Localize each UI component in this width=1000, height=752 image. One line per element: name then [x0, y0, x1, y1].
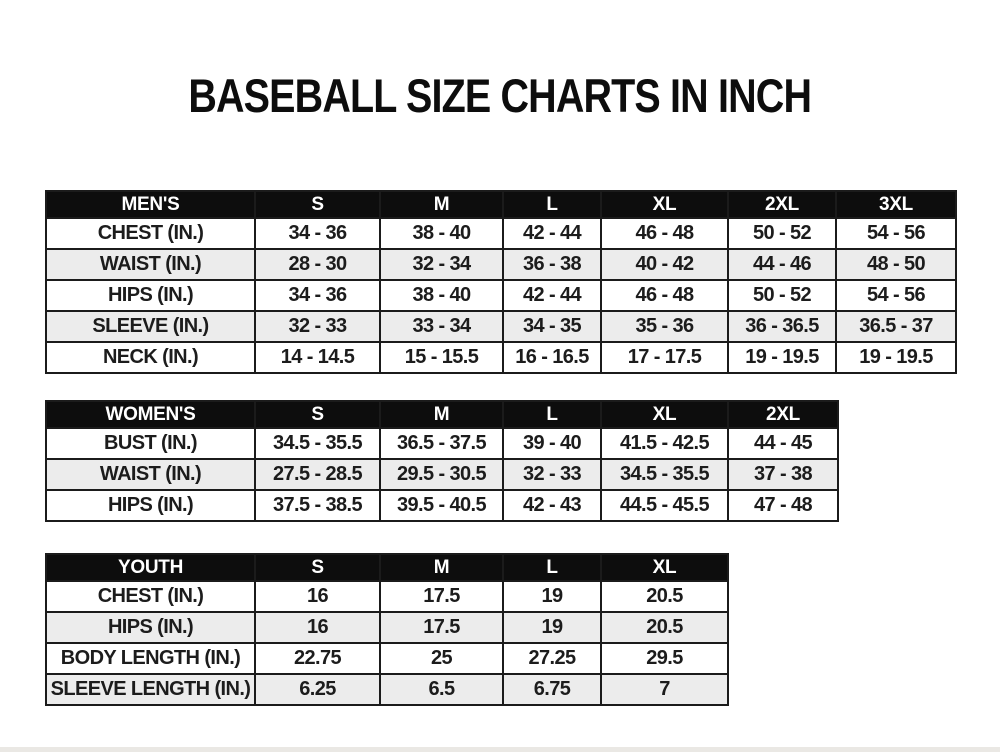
size-value-cell: 16 - 16.5	[503, 342, 601, 373]
womens-header-row	[46, 401, 838, 428]
womens-header-cell: 2XL	[728, 401, 838, 428]
womens-header-cell: L	[503, 401, 601, 428]
womens-header-cell: M	[380, 401, 503, 428]
mens-header-row	[46, 191, 956, 218]
size-value-cell: 50 - 52	[728, 280, 836, 311]
youth-size-table	[45, 553, 729, 706]
youth-header-cell: S	[255, 554, 380, 581]
size-value-cell: 41.5 - 42.5	[601, 428, 728, 459]
size-value-cell: 20.5	[601, 612, 728, 643]
table-row	[46, 674, 728, 705]
size-value-cell: 32 - 33	[255, 311, 380, 342]
size-value-cell: 42 - 44	[503, 218, 601, 249]
size-value-cell: 34 - 36	[255, 280, 380, 311]
mens-header-cell: L	[503, 191, 601, 218]
size-value-cell: 48 - 50	[836, 249, 956, 280]
table-row	[46, 490, 838, 521]
size-value-cell: 36 - 38	[503, 249, 601, 280]
table-row	[46, 249, 956, 280]
size-value-cell: 16	[255, 612, 380, 643]
size-value-cell: 17 - 17.5	[601, 342, 728, 373]
size-value-cell: 22.75	[255, 643, 380, 674]
table-row	[46, 428, 838, 459]
row-label-cell: WAIST (IN.)	[46, 249, 255, 280]
youth-header-cell: YOUTH	[46, 554, 255, 581]
mens-header-cell: 3XL	[836, 191, 956, 218]
size-value-cell: 54 - 56	[836, 280, 956, 311]
womens-size-table	[45, 400, 839, 522]
size-value-cell: 6.75	[503, 674, 601, 705]
row-label-cell: HIPS (IN.)	[46, 490, 255, 521]
row-label-cell: BODY LENGTH (IN.)	[46, 643, 255, 674]
size-value-cell: 19 - 19.5	[836, 342, 956, 373]
size-value-cell: 17.5	[380, 581, 503, 612]
table-row	[46, 342, 956, 373]
size-value-cell: 19 - 19.5	[728, 342, 836, 373]
mens-header-cell: MEN'S	[46, 191, 255, 218]
size-value-cell: 7	[601, 674, 728, 705]
bottom-edge-strip	[0, 747, 1000, 752]
size-value-cell: 36.5 - 37	[836, 311, 956, 342]
table-row	[46, 459, 838, 490]
size-value-cell: 17.5	[380, 612, 503, 643]
size-value-cell: 34.5 - 35.5	[601, 459, 728, 490]
womens-header-cell: WOMEN'S	[46, 401, 255, 428]
size-value-cell: 29.5 - 30.5	[380, 459, 503, 490]
size-value-cell: 38 - 40	[380, 218, 503, 249]
size-value-cell: 29.5	[601, 643, 728, 674]
mens-header-cell: M	[380, 191, 503, 218]
row-label-cell: CHEST (IN.)	[46, 581, 255, 612]
size-value-cell: 36 - 36.5	[728, 311, 836, 342]
size-value-cell: 16	[255, 581, 380, 612]
size-value-cell: 42 - 43	[503, 490, 601, 521]
size-value-cell: 34 - 36	[255, 218, 380, 249]
size-value-cell: 20.5	[601, 581, 728, 612]
row-label-cell: HIPS (IN.)	[46, 280, 255, 311]
size-value-cell: 34 - 35	[503, 311, 601, 342]
row-label-cell: CHEST (IN.)	[46, 218, 255, 249]
size-value-cell: 40 - 42	[601, 249, 728, 280]
row-label-cell: HIPS (IN.)	[46, 612, 255, 643]
size-value-cell: 6.25	[255, 674, 380, 705]
size-value-cell: 19	[503, 612, 601, 643]
size-value-cell: 39 - 40	[503, 428, 601, 459]
size-value-cell: 6.5	[380, 674, 503, 705]
size-value-cell: 37.5 - 38.5	[255, 490, 380, 521]
row-label-cell: SLEEVE LENGTH (IN.)	[46, 674, 255, 705]
mens-header-cell: S	[255, 191, 380, 218]
size-value-cell: 37 - 38	[728, 459, 838, 490]
youth-header-cell: M	[380, 554, 503, 581]
size-value-cell: 44 - 45	[728, 428, 838, 459]
size-value-cell: 28 - 30	[255, 249, 380, 280]
table-row	[46, 643, 728, 674]
size-value-cell: 15 - 15.5	[380, 342, 503, 373]
size-value-cell: 19	[503, 581, 601, 612]
page-title-text: BASEBALL SIZE CHARTS IN INCH	[188, 69, 812, 122]
size-value-cell: 54 - 56	[836, 218, 956, 249]
size-value-cell: 32 - 34	[380, 249, 503, 280]
youth-header-row	[46, 554, 728, 581]
table-row	[46, 581, 728, 612]
size-value-cell: 50 - 52	[728, 218, 836, 249]
size-value-cell: 35 - 36	[601, 311, 728, 342]
size-value-cell: 14 - 14.5	[255, 342, 380, 373]
size-value-cell: 44.5 - 45.5	[601, 490, 728, 521]
table-row	[46, 311, 956, 342]
table-row	[46, 218, 956, 249]
womens-header-cell: XL	[601, 401, 728, 428]
size-value-cell: 25	[380, 643, 503, 674]
mens-header-cell: 2XL	[728, 191, 836, 218]
size-value-cell: 27.25	[503, 643, 601, 674]
table-row	[46, 280, 956, 311]
size-value-cell: 34.5 - 35.5	[255, 428, 380, 459]
size-value-cell: 42 - 44	[503, 280, 601, 311]
youth-header-cell: L	[503, 554, 601, 581]
table-row	[46, 612, 728, 643]
size-value-cell: 47 - 48	[728, 490, 838, 521]
row-label-cell: SLEEVE (IN.)	[46, 311, 255, 342]
mens-size-table	[45, 190, 957, 374]
size-value-cell: 33 - 34	[380, 311, 503, 342]
page-title	[0, 68, 1000, 123]
size-value-cell: 46 - 48	[601, 280, 728, 311]
womens-header-cell: S	[255, 401, 380, 428]
mens-header-cell: XL	[601, 191, 728, 218]
size-value-cell: 38 - 40	[380, 280, 503, 311]
size-value-cell: 36.5 - 37.5	[380, 428, 503, 459]
size-value-cell: 39.5 - 40.5	[380, 490, 503, 521]
youth-header-cell: XL	[601, 554, 728, 581]
row-label-cell: BUST (IN.)	[46, 428, 255, 459]
size-value-cell: 44 - 46	[728, 249, 836, 280]
row-label-cell: NECK (IN.)	[46, 342, 255, 373]
size-value-cell: 27.5 - 28.5	[255, 459, 380, 490]
size-value-cell: 46 - 48	[601, 218, 728, 249]
row-label-cell: WAIST (IN.)	[46, 459, 255, 490]
size-value-cell: 32 - 33	[503, 459, 601, 490]
